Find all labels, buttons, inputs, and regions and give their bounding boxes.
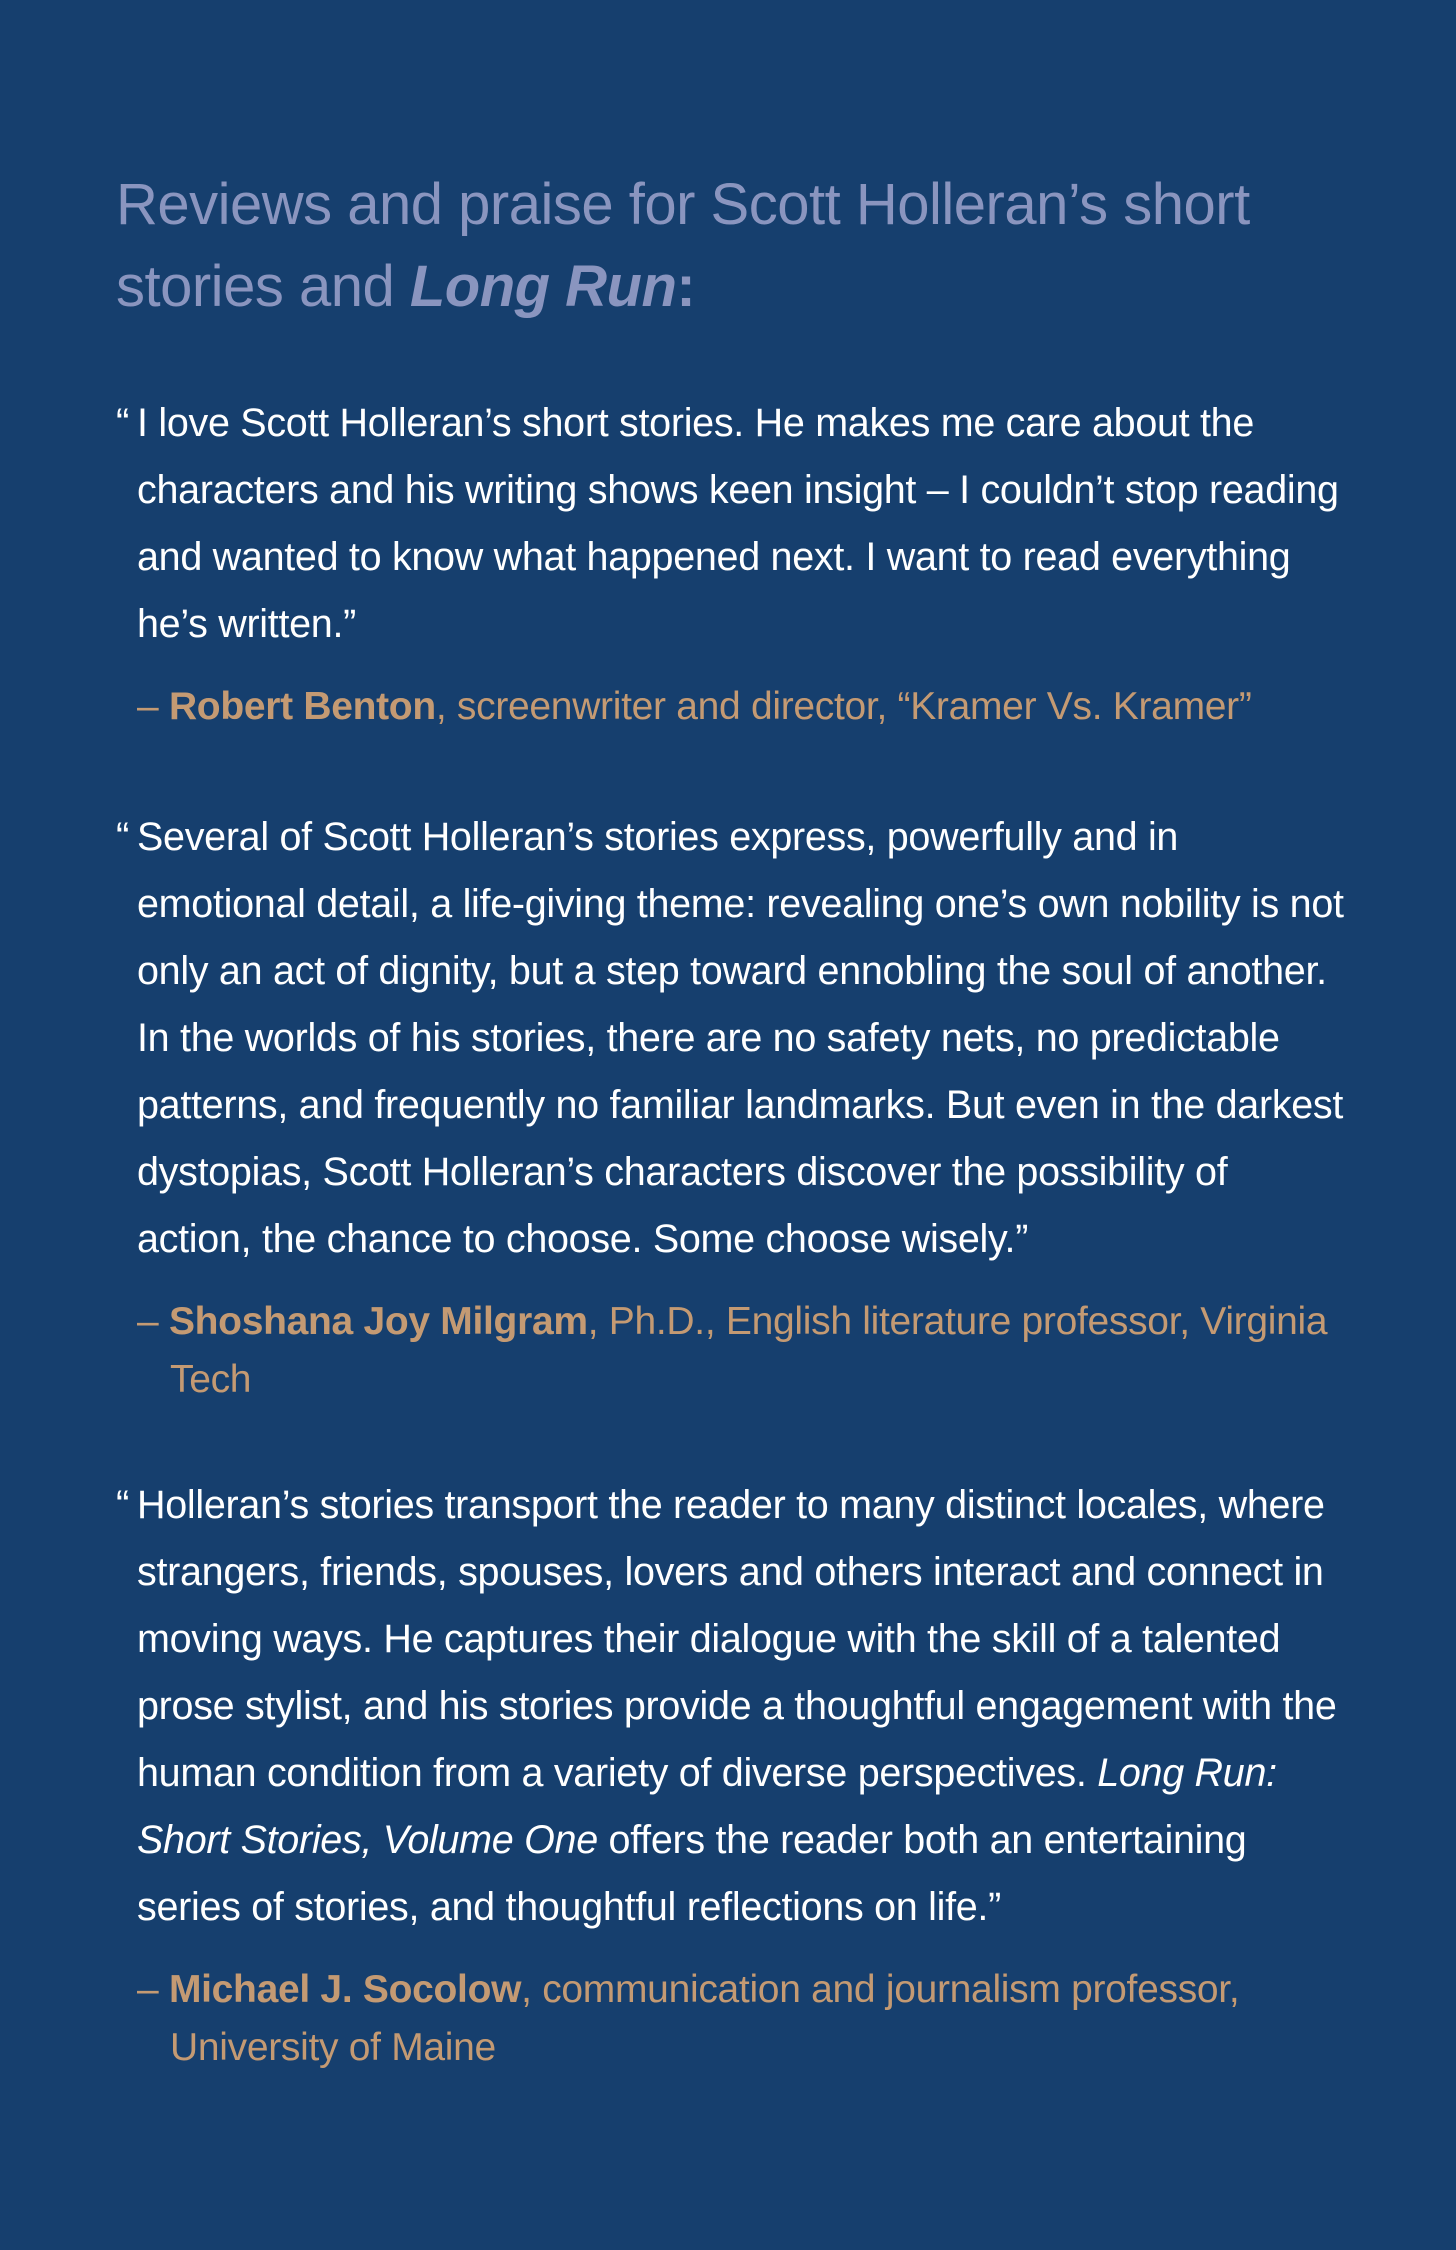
quoted-book-title: Long Run: Short Stories, Volume One [137, 1751, 1277, 1862]
review-socolow [116, 1472, 1346, 2077]
reviewer-name: Robert Benton [168, 685, 436, 728]
review-milgram [116, 804, 1346, 1409]
reviewer-role: , screenwriter and director, “Kramer Vs. Kramer” [435, 685, 1252, 728]
attribution-dash: – [137, 1968, 169, 2011]
review-attribution [137, 678, 1346, 736]
reviews-heading [116, 164, 1356, 328]
open-quote-mark: “ [116, 1483, 130, 1527]
review-attribution [137, 1961, 1346, 2077]
quote-text-end: offers the reader both an entertaining series of stories, and thoughtful reflections on life.” [137, 1818, 1247, 1929]
quote-text-start: Holleran’s stories transport the reader to many distinct locales, where strangers, friends, spouses, lovers and others interact and connect in moving ways. He captures their dialogue with the skill of a talented prose stylist, and his stories provide a thoughtful engagement with the human condition from a variety of diverse perspectives. [137, 1483, 1337, 1795]
heading-lead: Reviews and praise for Scott Holleran’s short stories and [116, 172, 1250, 319]
review-quote: Several of Scott Holleran’s stories express, powerfully and in emotional detail, a life-giving theme: revealing one’s own nobility is not only an act of dignity, but a step toward ennobling the soul of another. In the worlds of his stories, there are no safety nets, no predictable patterns, and frequently no familiar landmarks. But even in the darkest dystopias, Scott Holleran’s characters discover the possibility of action, the chance to choose. Some choose wisely.” [137, 815, 1344, 1261]
heading-colon: : [676, 254, 696, 319]
reviewer-name: Shoshana Joy Milgram [168, 1300, 588, 1343]
open-quote-mark: “ [116, 815, 130, 859]
review-quote [137, 1472, 1346, 1941]
attribution-dash: – [137, 685, 169, 728]
review-quote: I love Scott Holleran’s short stories. He makes me care about the characters and his writing shows keen insight – I couldn’t stop reading and wanted to know what happened next. I want to read everything he’s written.” [137, 401, 1339, 646]
review-benton [116, 390, 1346, 736]
reviewer-role: , Ph.D., English literature professor, Virginia Tech [170, 1300, 1328, 1401]
attribution-dash: – [137, 1300, 169, 1343]
review-attribution [137, 1293, 1346, 1409]
reviewer-role: , communication and journalism professor, University of Maine [170, 1968, 1240, 2069]
open-quote-mark: “ [116, 401, 130, 445]
reviewer-name: Michael J. Socolow [168, 1968, 522, 2011]
book-title: Long Run [409, 254, 677, 319]
